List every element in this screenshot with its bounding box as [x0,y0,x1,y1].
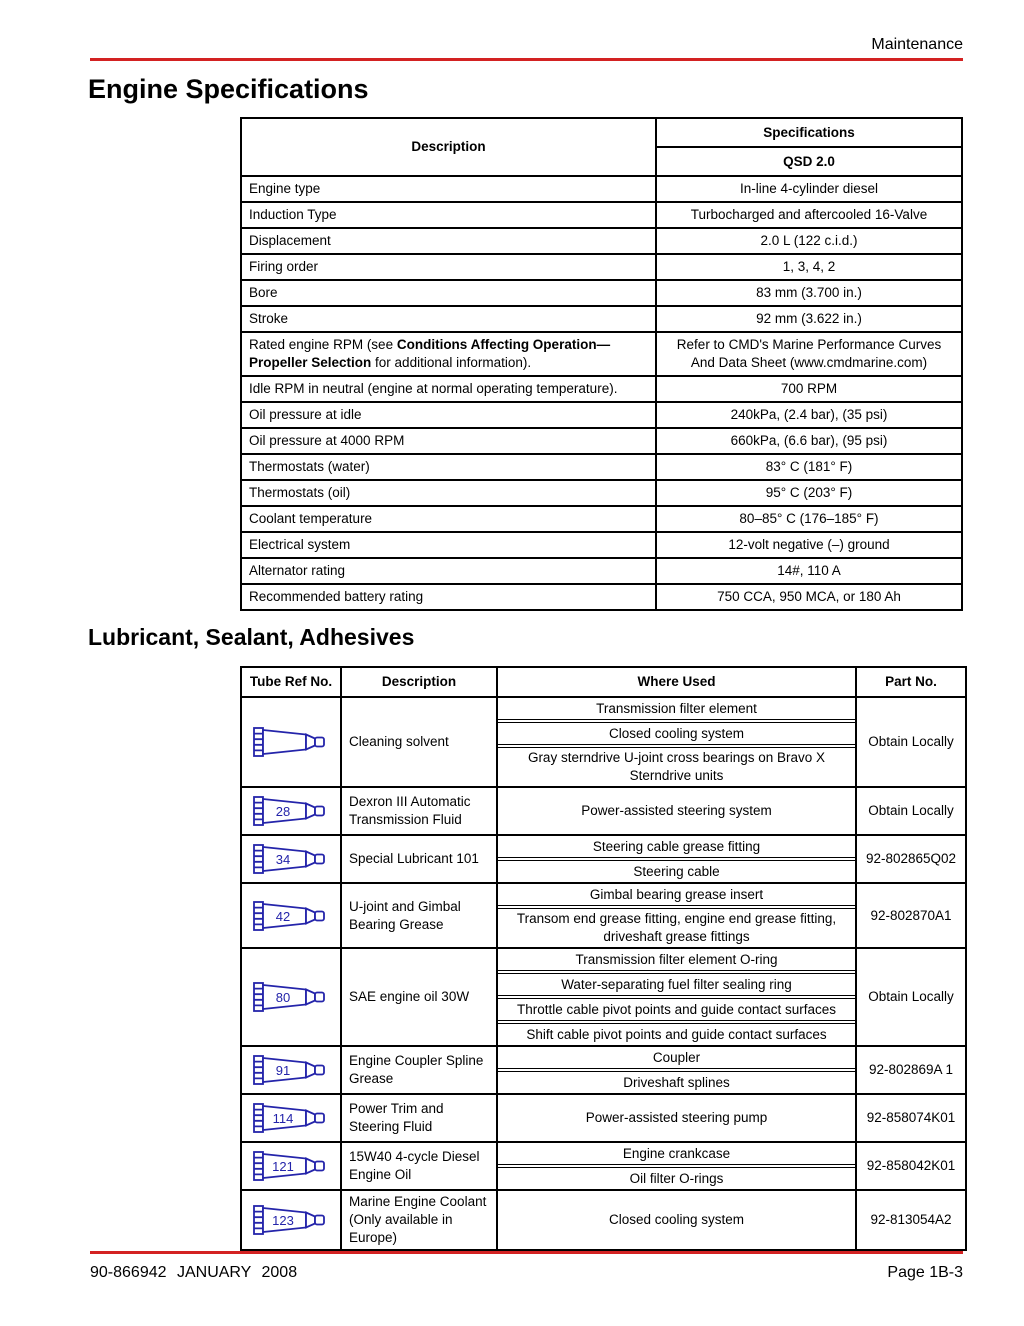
lubricant-description-cell: Engine Coupler Spline Grease [341,1046,497,1094]
where-used-item: Closed cooling system [498,722,855,745]
lubricant-row [241,1142,966,1190]
spec-description-cell: Oil pressure at idle [241,402,656,428]
where-used-cell [497,697,856,787]
lubricant-tube-icon [252,792,330,830]
lubricant-tube-icon [252,840,330,878]
where-used-item: Engine crankcase [498,1143,855,1165]
where-used-list [498,1191,855,1249]
where-used-item: Transom end grease fitting, engine end grease fitting, driveshaft grease fittings [498,908,855,947]
spec-value-cell: 92 mm (3.622 in.) [656,306,962,332]
lubricant-tube-icon [252,978,330,1016]
lubricant-description-cell: Special Lubricant 101 [341,835,497,883]
engine-spec-row [241,428,962,454]
header-rule [90,58,963,61]
spec-value-cell: 12-volt negative (–) ground [656,532,962,558]
spec-description-cell: Idle RPM in neutral (engine at normal operating temperature). [241,376,656,402]
lubricant-tube-icon [252,723,330,761]
footer-page-number: Page 1B-3 [887,1264,963,1281]
part-number-cell: 92-802865Q02 [856,835,966,883]
spec-value-cell: 83 mm (3.700 in.) [656,280,962,306]
lubricant-row [241,948,966,1046]
spec-value-cell: In-line 4-cylinder diesel [656,176,962,202]
description-text: for additional information). [371,355,532,370]
svg-text:80: 80 [275,990,291,1005]
spec-description-cell: Alternator rating [241,558,656,584]
spec-description-cell: Thermostats (oil) [241,480,656,506]
lube-col-tube-ref: Tube Ref No. [241,667,341,697]
lubricant-tube-icon [252,1147,330,1185]
lubricant-row [241,1190,966,1250]
spec-description-cell: Bore [241,280,656,306]
tube-ref-cell [241,1046,341,1094]
spec-value-cell: 2.0 L (122 c.i.d.) [656,228,962,254]
spec-description-cell [241,332,656,376]
spec-value-cell: Turbocharged and aftercooled 16-Valve [656,202,962,228]
engine-spec-row [241,376,962,402]
part-number-cell: 92-858074K01 [856,1094,966,1142]
tube-ref-cell [241,1094,341,1142]
where-used-list [498,788,855,834]
where-used-cell [497,1046,856,1094]
engine-spec-row [241,332,962,376]
tube-ref-cell [241,948,341,1046]
page-title: Engine Specifications [88,74,369,104]
tube-ref-cell [241,883,341,948]
lubricant-row [241,697,966,787]
lubricant-row [241,787,966,835]
where-used-item: Power-assisted steering pump [585,1110,768,1125]
spec-value-cell: 700 RPM [656,376,962,402]
lubricant-description-cell: Dexron III Automatic Transmission Fluid [341,787,497,835]
where-used-item: Power-assisted steering system [581,803,772,818]
lube-col-part-no: Part No. [856,667,966,697]
engine-spec-row [241,176,962,202]
lubricant-row [241,1046,966,1094]
svg-text:121: 121 [272,1159,294,1174]
where-used-cell [497,1190,856,1250]
where-used-item: Gray sterndrive U-joint cross bearings on Bravo X Sterndrive units [498,747,855,786]
lubricant-description-cell: Marine Engine Coolant (Only available in Europe) [341,1190,497,1250]
part-number-cell: Obtain Locally [856,697,966,787]
where-used-item: Coupler [498,1047,855,1069]
cross-reference-bold-text: Conditions Affecting Operation—Propeller Selection [249,337,611,370]
spec-value-cell: 80–85° C (176–185° F) [656,506,962,532]
where-used-cell [497,787,856,835]
engine-spec-row [241,402,962,428]
lubricant-row [241,835,966,883]
part-number-cell: 92-802870A1 [856,883,966,948]
where-used-item: Steering cable [498,860,855,882]
lubricant-description-cell: U-joint and Gimbal Bearing Grease [341,883,497,948]
engine-col-model: QSD 2.0 [656,147,962,176]
where-used-item: Gimbal bearing grease insert [498,884,855,906]
spec-description-cell: Electrical system [241,532,656,558]
part-number-cell: 92-802869A 1 [856,1046,966,1094]
spec-value-cell: 1, 3, 4, 2 [656,254,962,280]
spec-value-cell: 14#, 110 A [656,558,962,584]
spec-value-cell: 750 CCA, 950 MCA, or 180 Ah [656,584,962,610]
where-used-item: Oil filter O-rings [498,1167,855,1189]
lubricant-table [240,666,967,1251]
where-used-list [498,884,855,947]
part-number-cell: Obtain Locally [856,948,966,1046]
where-used-item: Water-separating fuel filter sealing ring [498,973,855,996]
where-used-list [498,949,855,1045]
spec-value-cell: 240kPa, (2.4 bar), (35 psi) [656,402,962,428]
lubricant-description-cell: SAE engine oil 30W [341,948,497,1046]
lubricant-row [241,883,966,948]
lubricant-tube-icon [252,1051,330,1089]
spec-description-cell: Oil pressure at 4000 RPM [241,428,656,454]
where-used-item: Transmission filter element [498,698,855,720]
svg-text:114: 114 [272,1111,294,1126]
where-used-cell [497,1142,856,1190]
tube-ref-cell [241,1142,341,1190]
description-text: Rated engine RPM (see [249,337,397,352]
engine-spec-row [241,454,962,480]
lubricant-tube-icon [252,1099,330,1137]
spec-description-cell: Displacement [241,228,656,254]
engine-spec-row [241,506,962,532]
where-used-item: Driveshaft splines [498,1071,855,1093]
where-used-list [498,698,855,786]
engine-spec-row [241,202,962,228]
header-section-label: Maintenance [871,36,963,53]
part-number-cell: 92-858042K01 [856,1142,966,1190]
svg-text:91: 91 [275,1063,291,1078]
lubricant-description-cell: Power Trim and Steering Fluid [341,1094,497,1142]
spec-description-cell: Firing order [241,254,656,280]
engine-spec-row [241,254,962,280]
engine-spec-row [241,480,962,506]
spec-description-cell: Coolant temperature [241,506,656,532]
engine-spec-row [241,584,962,610]
spec-description-cell: Thermostats (water) [241,454,656,480]
footer-document-number: 90-866942 JANUARY 2008 [90,1264,298,1281]
lubricant-tube-icon [252,897,330,935]
engine-col-description: Description [241,118,656,176]
engine-spec-table [240,117,963,611]
engine-spec-row [241,558,962,584]
engine-spec-row [241,280,962,306]
lubricant-description-cell: 15W40 4-cycle Diesel Engine Oil [341,1142,497,1190]
lube-col-where-used: Where Used [497,667,856,697]
lubricant-tube-icon [252,1201,330,1239]
svg-text:28: 28 [275,804,291,819]
where-used-item: Closed cooling system [608,1212,745,1227]
lube-col-description: Description [341,667,497,697]
engine-spec-row [241,306,962,332]
tube-ref-cell [241,787,341,835]
where-used-item: Throttle cable pivot points and guide contact surfaces [498,998,855,1021]
where-used-list [498,836,855,882]
where-used-cell [497,835,856,883]
where-used-item: Steering cable grease fitting [498,836,855,858]
spec-value-cell: 83° C (181° F) [656,454,962,480]
section-title-lubricant: Lubricant, Sealant, Adhesives [88,624,415,650]
spec-description-cell: Induction Type [241,202,656,228]
part-number-cell: 92-813054A2 [856,1190,966,1250]
where-used-cell [497,883,856,948]
engine-spec-row [241,532,962,558]
where-used-cell [497,948,856,1046]
where-used-item: Shift cable pivot points and guide contact surfaces [498,1023,855,1045]
spec-description-cell: Recommended battery rating [241,584,656,610]
tube-ref-cell [241,1190,341,1250]
svg-text:42: 42 [275,908,291,924]
engine-col-specifications: Specifications [656,118,962,147]
svg-text:34: 34 [275,852,291,867]
where-used-list [498,1047,855,1093]
spec-description-cell: Engine type [241,176,656,202]
where-used-list [498,1143,855,1189]
lubricant-row [241,1094,966,1142]
where-used-item: Transmission filter element O-ring [498,949,855,971]
spec-value-cell: 95° C (203° F) [656,480,962,506]
part-number-cell: Obtain Locally [856,787,966,835]
tube-ref-cell [241,835,341,883]
lubricant-description-cell: Cleaning solvent [341,697,497,787]
where-used-list [498,1095,855,1141]
footer-rule [90,1251,963,1254]
tube-ref-cell [241,697,341,787]
spec-value-cell: 660kPa, (6.6 bar), (95 psi) [656,428,962,454]
where-used-cell [497,1094,856,1142]
spec-value-cell: Refer to CMD's Marine Performance Curves And Data Sheet (www.cmdmarine.com) [656,332,962,376]
spec-description-cell: Stroke [241,306,656,332]
svg-text:123: 123 [272,1213,294,1228]
engine-spec-row [241,228,962,254]
